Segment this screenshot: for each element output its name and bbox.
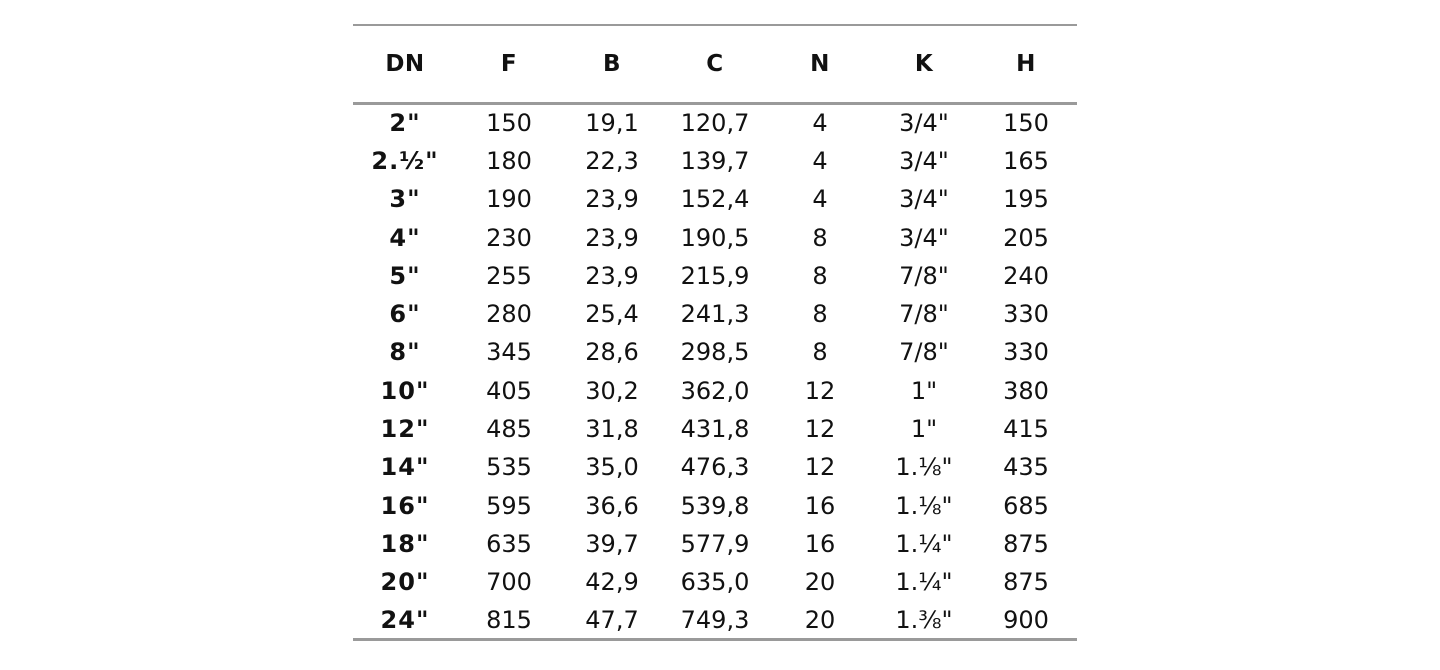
cell-b: 25,4 xyxy=(585,300,639,329)
header-n: N xyxy=(810,51,830,77)
table-row xyxy=(353,563,1077,601)
cell-h: 330 xyxy=(1003,338,1049,367)
cell-k: 3/4" xyxy=(899,109,949,138)
cell-f: 190 xyxy=(486,185,532,214)
cell-f: 815 xyxy=(486,605,532,634)
cell-h: 165 xyxy=(1003,146,1049,175)
cell-c: 139,7 xyxy=(680,146,750,175)
header-b: B xyxy=(602,51,622,77)
table-body xyxy=(353,104,1077,640)
cell-c: 577,9 xyxy=(680,529,750,558)
table-row xyxy=(353,333,1077,371)
table-row xyxy=(353,218,1077,256)
cell-n: 12 xyxy=(804,453,836,482)
cell-f: 230 xyxy=(486,223,532,252)
cell-k: 1.⅜" xyxy=(895,605,953,634)
cell-c: 635,0 xyxy=(680,568,750,597)
cell-c: 749,3 xyxy=(680,605,750,634)
cell-dn: 4" xyxy=(389,223,421,252)
table-row xyxy=(353,180,1077,218)
cell-dn: 2.½" xyxy=(371,146,439,175)
cell-k: 7/8" xyxy=(899,300,949,329)
cell-h: 875 xyxy=(1003,568,1049,597)
cell-n: 4 xyxy=(812,146,828,175)
cell-f: 255 xyxy=(486,261,532,290)
header-f: F xyxy=(500,51,518,77)
cell-dn: 24" xyxy=(380,605,430,634)
cell-k: 3/4" xyxy=(899,185,949,214)
cell-h: 900 xyxy=(1003,605,1049,634)
cell-c: 539,8 xyxy=(680,491,750,520)
cell-n: 8 xyxy=(812,300,828,329)
cell-dn: 16" xyxy=(380,491,430,520)
table-row xyxy=(353,601,1077,639)
cell-h: 195 xyxy=(1003,185,1049,214)
table-row xyxy=(353,486,1077,524)
cell-b: 36,6 xyxy=(585,491,639,520)
header-dn: DN xyxy=(385,51,425,77)
cell-k: 1" xyxy=(910,376,938,405)
cell-n: 4 xyxy=(812,109,828,138)
cell-k: 1" xyxy=(910,415,938,444)
cell-dn: 6" xyxy=(389,300,421,329)
cell-b: 23,9 xyxy=(585,261,639,290)
cell-k: 7/8" xyxy=(899,338,949,367)
header-h: H xyxy=(1016,51,1036,77)
cell-c: 215,9 xyxy=(680,261,750,290)
table-row xyxy=(353,410,1077,448)
cell-f: 535 xyxy=(486,453,532,482)
table-row xyxy=(353,142,1077,180)
table-row xyxy=(353,295,1077,333)
cell-k: 7/8" xyxy=(899,261,949,290)
cell-k: 3/4" xyxy=(899,146,949,175)
cell-f: 280 xyxy=(486,300,532,329)
cell-b: 23,9 xyxy=(585,223,639,252)
cell-dn: 12" xyxy=(380,415,430,444)
cell-h: 435 xyxy=(1003,453,1049,482)
cell-f: 150 xyxy=(486,109,532,138)
cell-c: 152,4 xyxy=(680,185,750,214)
cell-c: 431,8 xyxy=(680,415,750,444)
cell-c: 476,3 xyxy=(680,453,750,482)
cell-n: 12 xyxy=(804,415,836,444)
cell-b: 31,8 xyxy=(585,415,639,444)
table-row xyxy=(353,104,1077,142)
cell-n: 8 xyxy=(812,338,828,367)
cell-n: 8 xyxy=(812,261,828,290)
cell-n: 12 xyxy=(804,376,836,405)
cell-h: 685 xyxy=(1003,491,1049,520)
cell-k: 1.¼" xyxy=(895,568,953,597)
cell-b: 47,7 xyxy=(585,605,639,634)
cell-n: 8 xyxy=(812,223,828,252)
cell-dn: 18" xyxy=(380,529,430,558)
cell-b: 39,7 xyxy=(585,529,639,558)
header-c: C xyxy=(706,51,724,77)
cell-h: 150 xyxy=(1003,109,1049,138)
cell-f: 405 xyxy=(486,376,532,405)
cell-b: 28,6 xyxy=(585,338,639,367)
cell-f: 635 xyxy=(486,529,532,558)
cell-k: 3/4" xyxy=(899,223,949,252)
cell-n: 4 xyxy=(812,185,828,214)
cell-n: 20 xyxy=(804,605,836,634)
table-row xyxy=(353,448,1077,486)
cell-k: 1.¼" xyxy=(895,529,953,558)
cell-dn: 5" xyxy=(389,261,421,290)
header-row xyxy=(353,25,1077,104)
cell-h: 205 xyxy=(1003,223,1049,252)
dimensions-table xyxy=(353,24,1077,641)
cell-n: 20 xyxy=(804,568,836,597)
cell-c: 241,3 xyxy=(680,300,750,329)
table-row xyxy=(353,525,1077,563)
cell-f: 700 xyxy=(486,568,532,597)
cell-c: 362,0 xyxy=(680,376,750,405)
cell-dn: 14" xyxy=(380,453,430,482)
cell-c: 298,5 xyxy=(680,338,750,367)
cell-dn: 3" xyxy=(389,185,421,214)
table-row xyxy=(353,257,1077,295)
cell-dn: 10" xyxy=(380,376,430,405)
cell-h: 380 xyxy=(1003,376,1049,405)
cell-n: 16 xyxy=(804,529,836,558)
cell-b: 23,9 xyxy=(585,185,639,214)
cell-dn: 20" xyxy=(380,568,430,597)
cell-b: 30,2 xyxy=(585,376,639,405)
cell-b: 42,9 xyxy=(585,568,639,597)
cell-n: 16 xyxy=(804,491,836,520)
cell-b: 22,3 xyxy=(585,146,639,175)
cell-f: 595 xyxy=(486,491,532,520)
cell-c: 190,5 xyxy=(680,223,750,252)
cell-k: 1.⅛" xyxy=(895,491,953,520)
table-row xyxy=(353,372,1077,410)
cell-b: 19,1 xyxy=(585,109,639,138)
cell-h: 875 xyxy=(1003,529,1049,558)
cell-h: 330 xyxy=(1003,300,1049,329)
cell-f: 485 xyxy=(486,415,532,444)
cell-c: 120,7 xyxy=(680,109,750,138)
cell-f: 180 xyxy=(486,146,532,175)
cell-h: 415 xyxy=(1003,415,1049,444)
cell-dn: 2" xyxy=(389,109,421,138)
cell-b: 35,0 xyxy=(585,453,639,482)
table-header xyxy=(353,25,1077,104)
cell-k: 1.⅛" xyxy=(895,453,953,482)
cell-f: 345 xyxy=(486,338,532,367)
dimensions-table-container xyxy=(353,24,1077,641)
cell-dn: 8" xyxy=(389,338,421,367)
header-k: K xyxy=(914,51,934,77)
cell-h: 240 xyxy=(1003,261,1049,290)
